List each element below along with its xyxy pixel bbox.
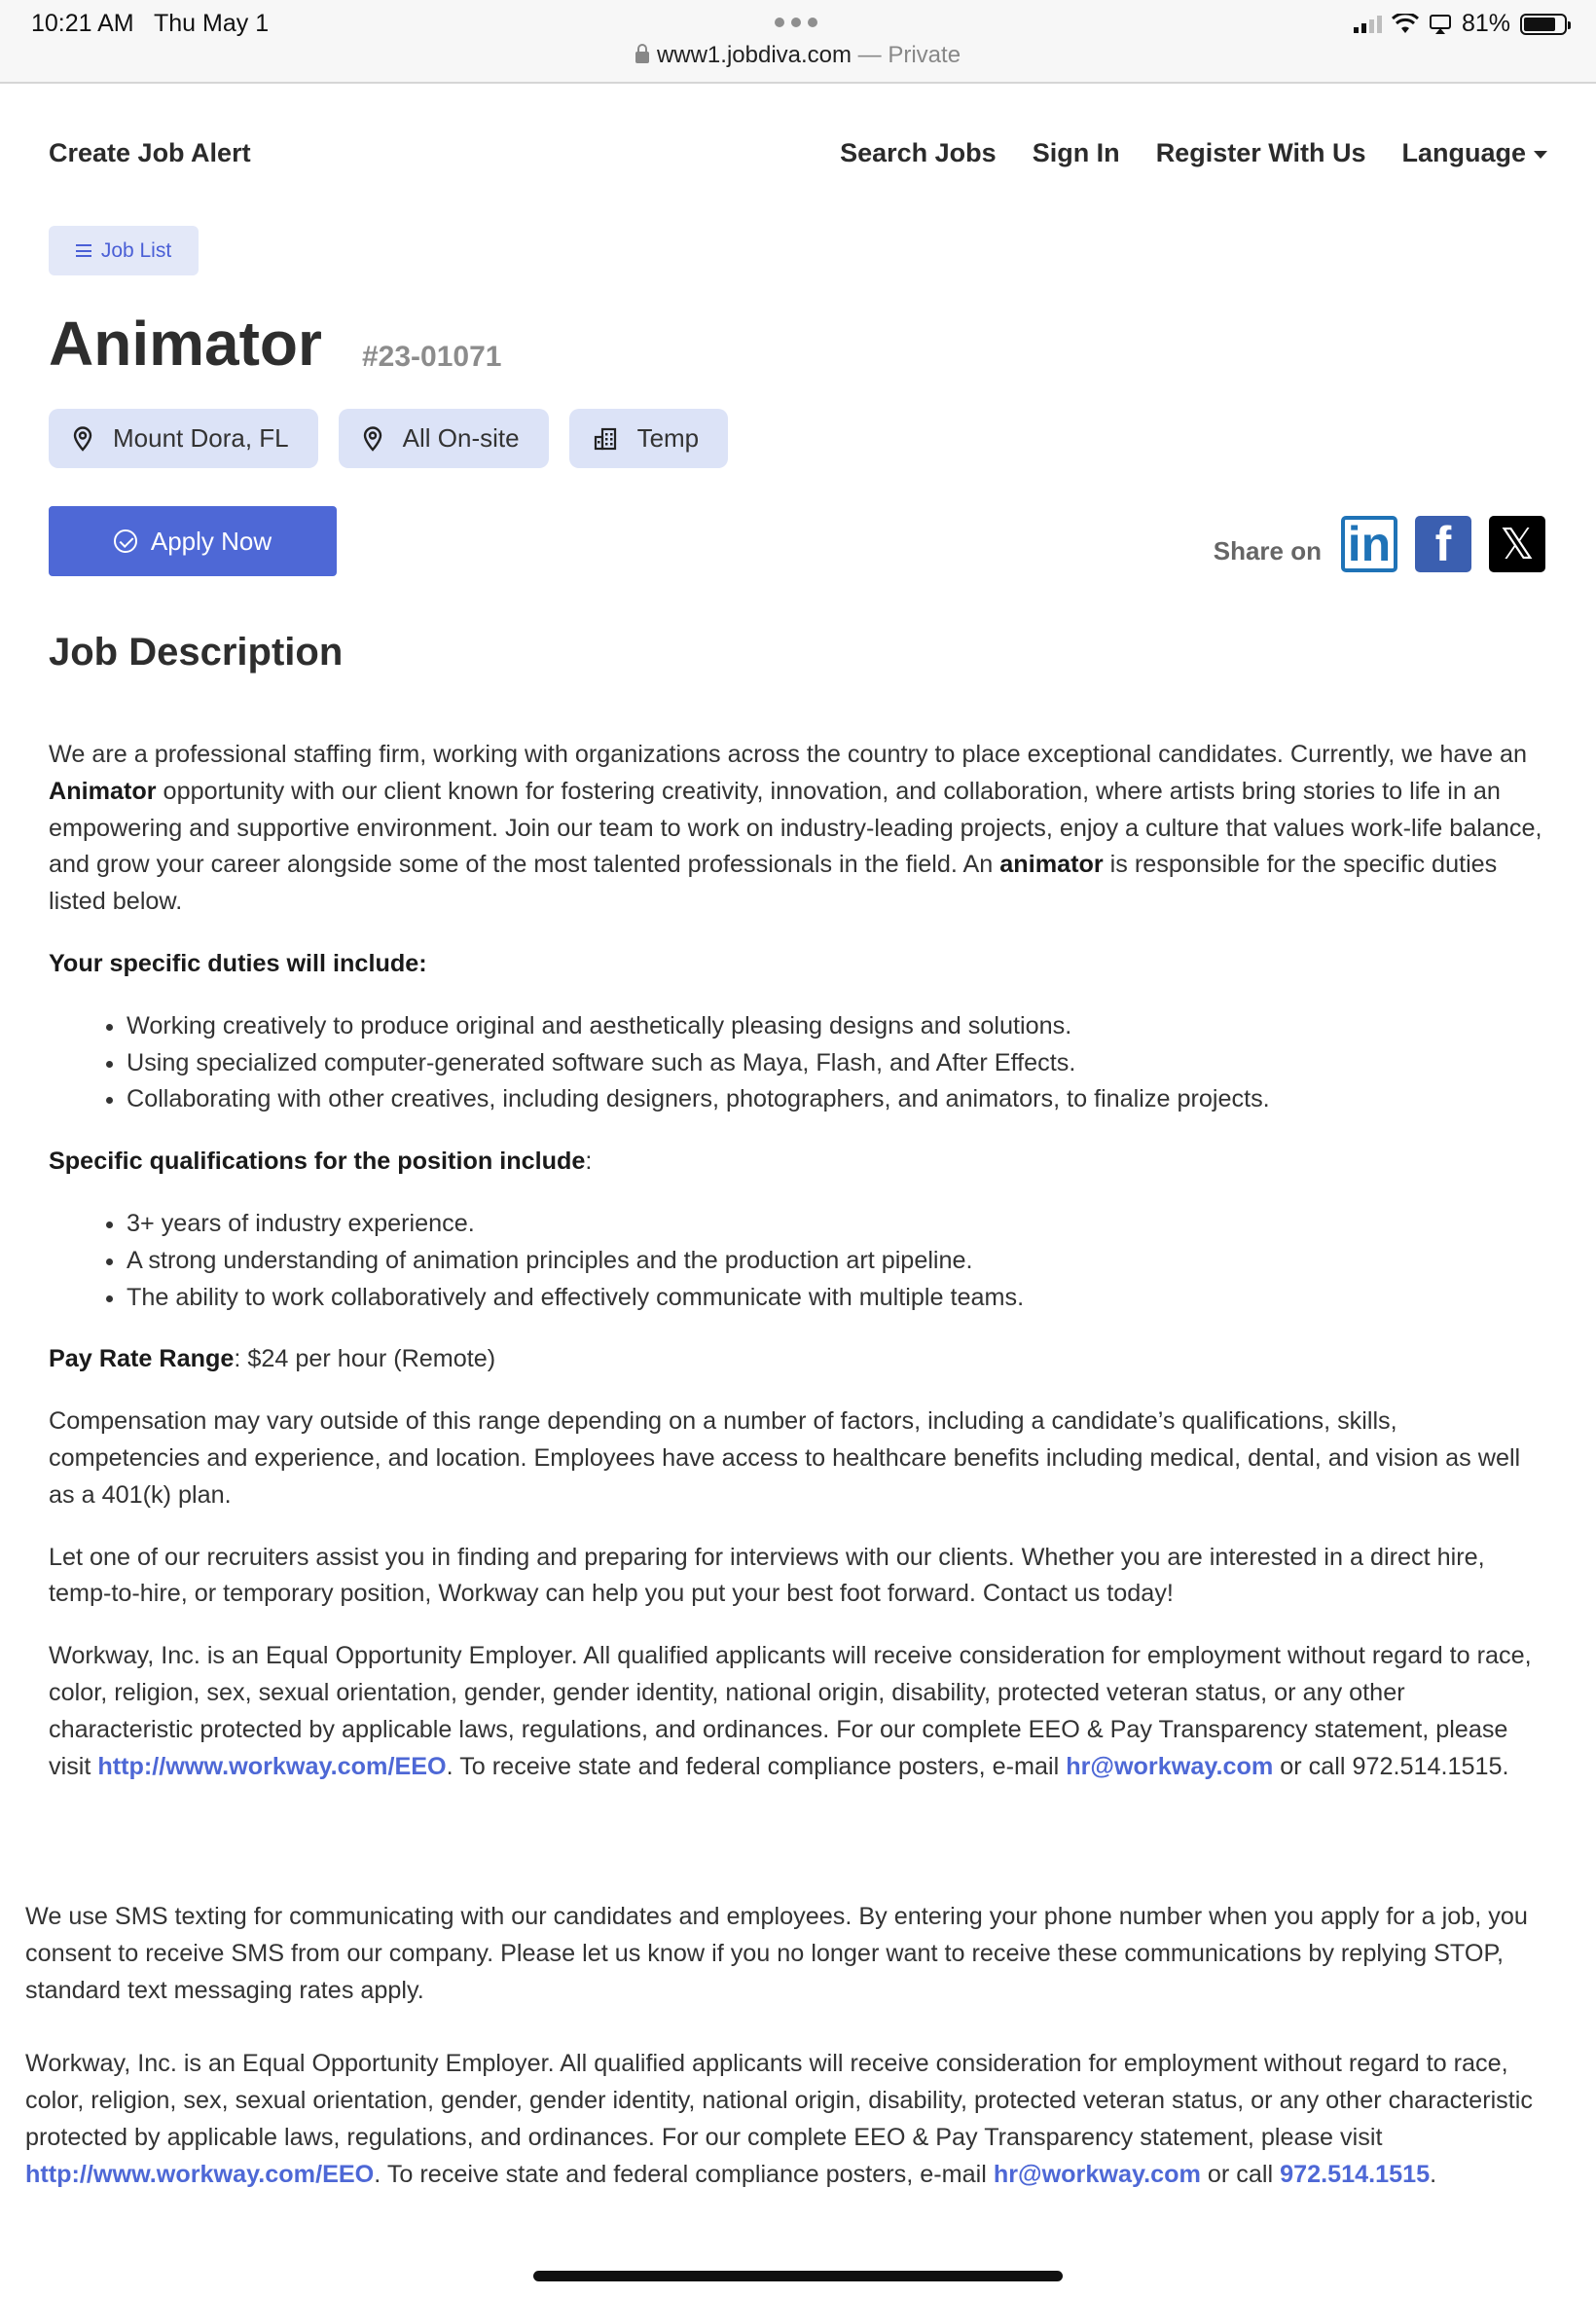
list-item: • Collaborating with other creatives, including designers, photographers, and animators, to finalize projects. xyxy=(127,1081,1547,1118)
recruiters-paragraph: Let one of our recruiters assist you in finding and preparing for interviews with our clients. Whether you are interested in a direct hire, temp-to-hire, or temporary position, Workway can help you put your best foot forward. Contact us today! xyxy=(49,1543,1485,1608)
building-icon xyxy=(593,426,618,452)
footer-email-link[interactable]: hr@workway.com xyxy=(993,2160,1201,2188)
list-item: • The ability to work collaboratively and effectively communicate with multiple teams. xyxy=(127,1280,1547,1317)
list-icon xyxy=(76,244,91,257)
status-time: 10:21 AM xyxy=(31,10,134,37)
more-dots-icon[interactable] xyxy=(775,18,817,27)
cellular-signal-icon xyxy=(1354,16,1382,33)
list-item: • 3+ years of industry experience. xyxy=(127,1206,1547,1243)
job-tags xyxy=(49,409,728,468)
email-link[interactable]: hr@workway.com xyxy=(1066,1752,1274,1780)
sign-in-link[interactable]: Sign In xyxy=(1032,138,1120,167)
language-dropdown[interactable] xyxy=(1401,138,1547,168)
status-date: Thu May 1 xyxy=(154,10,270,37)
job-code: #23-01071 xyxy=(362,341,502,373)
caret-down-icon xyxy=(1534,151,1547,159)
intro-paragraph: We are a professional staffing firm, working with organizations across the country to place exceptional candidates. Currently, we have an Animator opportunity with our client known for fostering creativity, innovation, and collaboration, where artists bring stories to life in an empowering and supportive environment. Join our team to work on industry-leading projects, enjoy a culture that values work-life balance, and grow your career alongside some of the most talented professionals in the field. An animator is responsible for the specific duties listed below. xyxy=(49,741,1542,916)
create-job-alert-link[interactable]: Create Job Alert xyxy=(49,138,251,167)
qualifications-heading: Specific qualifications for the position include: xyxy=(49,1148,593,1176)
status-indicators xyxy=(1354,10,1567,38)
status-bar xyxy=(0,0,1596,84)
job-description-heading: Job Description xyxy=(49,631,344,674)
top-nav xyxy=(840,138,1547,168)
battery-icon xyxy=(1520,14,1567,35)
linkedin-icon[interactable]: in xyxy=(1341,516,1397,572)
share-bar xyxy=(1214,516,1545,572)
sms-notice: We use SMS texting for communicating with our candidates and employees. By entering your phone number when you apply for a job, you consent to receive SMS from our company. Please let us know if you no longer want to receive these communications by replying STOP, standard text messaging rates apply. xyxy=(25,1903,1528,2004)
job-list-label: Job List xyxy=(100,238,172,262)
tag-employment-type xyxy=(569,409,729,468)
share-label: Share on xyxy=(1213,535,1322,565)
footer-phone-link[interactable]: 972.514.1515 xyxy=(1280,2160,1431,2188)
compensation-paragraph: Compensation may vary outside of this range depending on a number of factors, including a candidate’s qualifications, skills, competencies and experience, and location. Employees have access to healthcare benefits including medical, dental, and vision as well as a 401(k) plan. xyxy=(49,1407,1521,1509)
tag-label: All On-site xyxy=(402,423,520,453)
location-pin-icon xyxy=(72,426,93,452)
tag-label: Mount Dora, FL xyxy=(113,423,289,453)
airplay-icon xyxy=(1429,14,1452,35)
apply-now-button[interactable] xyxy=(49,506,337,576)
register-link[interactable]: Register With Us xyxy=(1155,138,1366,167)
duties-heading: Your specific duties will include: xyxy=(49,949,427,977)
check-circle-icon xyxy=(114,529,137,553)
location-pin-icon xyxy=(362,426,383,452)
job-list-button[interactable] xyxy=(49,226,199,275)
duties-list xyxy=(127,1008,1547,1118)
battery-percent: 81% xyxy=(1461,10,1510,37)
list-item: • Working creatively to produce original and aesthetically pleasing designs and solutions. xyxy=(127,1008,1547,1045)
list-item: • A strong understanding of animation principles and the production art pipeline. xyxy=(127,1243,1547,1280)
footer xyxy=(25,1899,1573,2231)
tag-label: Temp xyxy=(636,423,700,453)
apply-now-label: Apply Now xyxy=(150,526,272,556)
url-text: www1.jobdiva.com xyxy=(656,42,852,68)
pay-rate: Pay Rate Range: $24 per hour (Remote) xyxy=(49,1345,496,1373)
language-label: Language xyxy=(1401,138,1526,167)
wifi-icon xyxy=(1392,14,1419,35)
eeo-paragraph: Workway, Inc. is an Equal Opportunity Employer. All qualified applicants will receive consideration for employment without regard to race, color, religion, sex, sexual orientation, gender, gender identity, national origin, disability, protected veteran status, or any other characteristic protected by applicable laws, regulations, and ordinances. For our complete EEO & Pay Transparency statement, please visit http://www.workway.com/EEO. To receive state and federal compliance posters, e-mail hr@workway.com or call 972.514.1515. xyxy=(49,1642,1532,1780)
footer-eeo-link[interactable]: http://www.workway.com/EEO xyxy=(25,2160,375,2188)
x-icon[interactable]: 𝕏 xyxy=(1489,516,1545,572)
home-indicator[interactable] xyxy=(533,2271,1063,2281)
tag-onsite xyxy=(339,409,549,468)
private-label: — Private xyxy=(852,42,961,68)
lock-icon xyxy=(635,52,649,63)
facebook-icon[interactable]: f xyxy=(1415,516,1471,572)
search-jobs-link[interactable]: Search Jobs xyxy=(840,138,997,167)
tag-location xyxy=(49,409,318,468)
eeo-link[interactable]: http://www.workway.com/EEO xyxy=(97,1752,447,1780)
address-bar[interactable] xyxy=(0,42,1596,69)
job-description-body xyxy=(49,737,1547,1810)
job-title: Animator xyxy=(49,309,322,379)
qualifications-list xyxy=(127,1206,1547,1316)
list-item: • Using specialized computer-generated software such as Maya, Flash, and After Effects. xyxy=(127,1045,1547,1082)
footer-eeo: Workway, Inc. is an Equal Opportunity Employer. All qualified applicants will receive consideration for employment without regard to race, color, religion, sex, sexual orientation, gender, gender identity, national origin, disability, protected veteran status, or any other characteristic protected by applicable laws, regulations, and ordinances. For our complete EEO & Pay Transparency statement, please visit http://www.workway.com/EEO. To receive state and federal compliance posters, e-mail hr@workway.com or call 972.514.1515. xyxy=(25,2050,1533,2188)
